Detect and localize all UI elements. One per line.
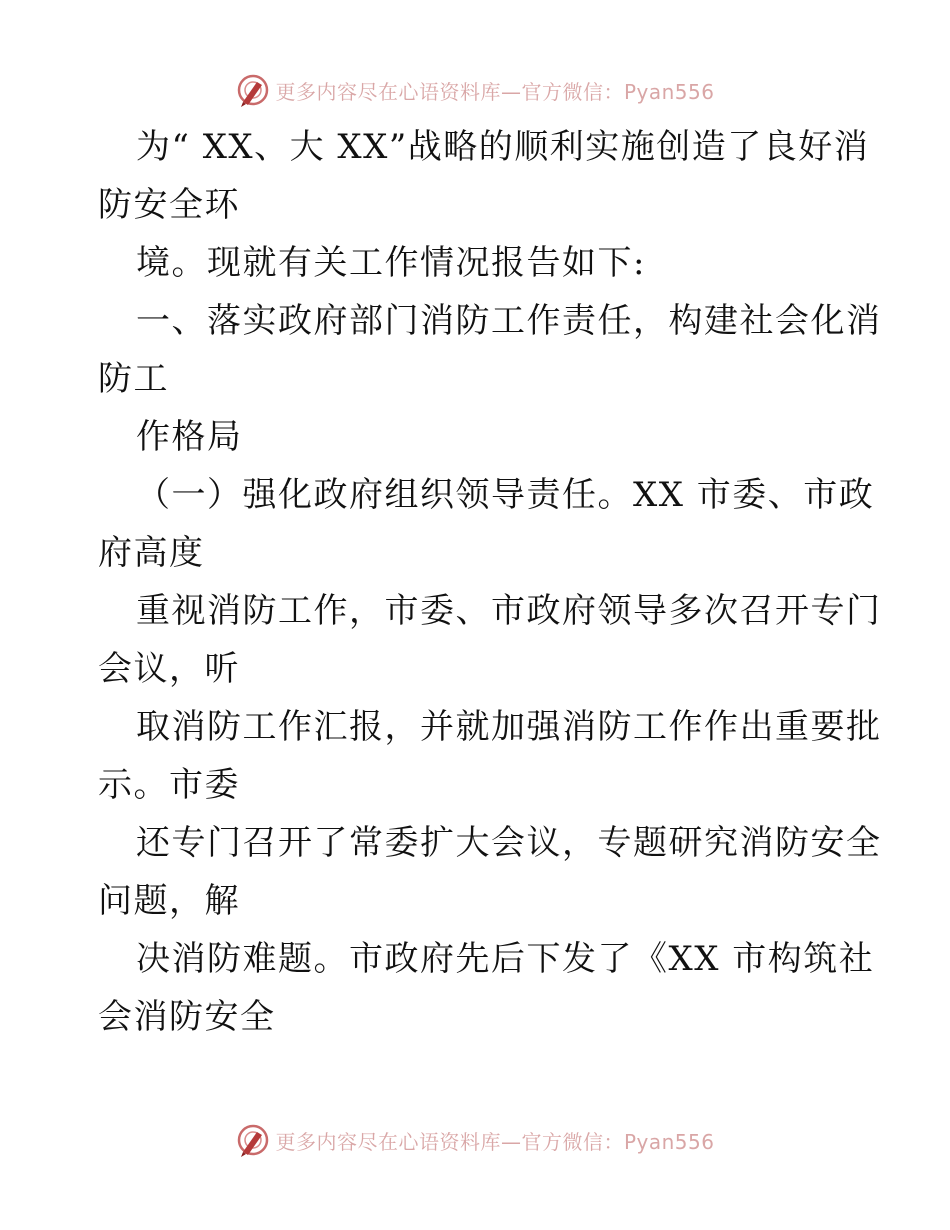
text-line: 决消防难题。市政府先后下发了《XX 市构筑社 [136,939,875,979]
text-line: 作格局 [136,417,243,457]
document-body [98,118,882,1046]
text-line: 防工 [98,359,169,399]
footer-banner [0,1120,950,1160]
pen-logo-icon [235,1122,271,1158]
text-line: 问题，解 [98,881,240,921]
pen-logo-icon [235,72,271,108]
text-line: 防安全环 [98,185,240,225]
text-line: 为“ XX、大 XX”战略的顺利实施创造了良好消 [136,127,870,167]
header-banner-text: 更多内容尽在心语资料库—官方微信：Pyan556 [275,79,715,104]
text-line: 会议，听 [98,649,240,689]
text-line: 会消防安全 [98,997,276,1037]
text-line: 示。市委 [98,765,240,805]
text-line: 取消防工作汇报，并就加强消防工作作出重要批 [136,707,882,747]
text-line: 境。现就有关工作情况报告如下: [136,243,646,283]
footer-banner-text: 更多内容尽在心语资料库—官方微信：Pyan556 [275,1129,715,1154]
text-line: （一）强化政府组织领导责任。XX 市委、市政 [136,475,875,515]
header-banner [0,70,950,110]
text-line: 一、落实政府部门消防工作责任，构建社会化消 [136,301,882,341]
text-line: 还专门召开了常委扩大会议，专题研究消防安全 [136,823,882,863]
text-line: 重视消防工作，市委、市政府领导多次召开专门 [136,591,882,631]
text-line: 府高度 [98,533,205,573]
